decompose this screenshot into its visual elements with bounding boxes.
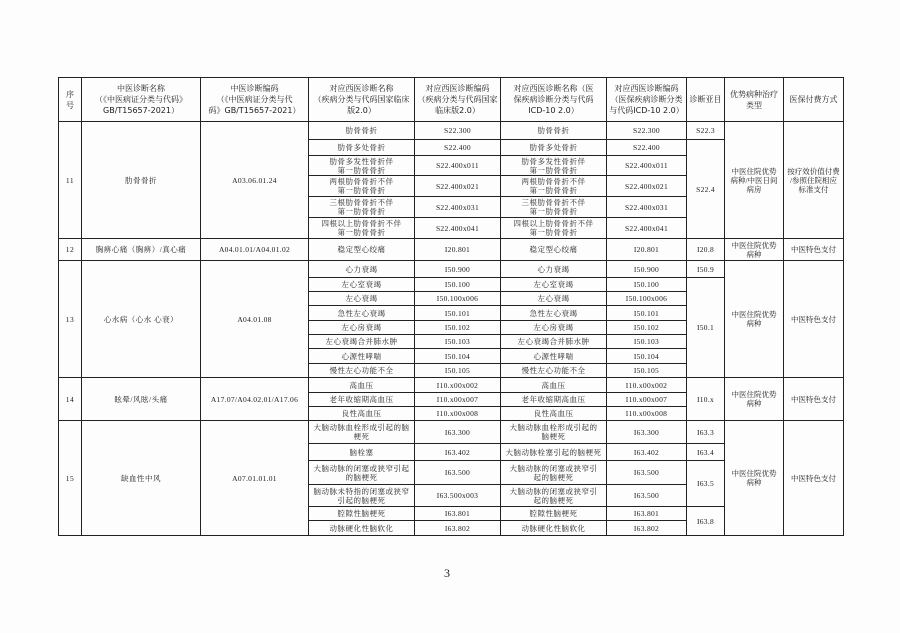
payment-cell: 中医特色支付 (784, 261, 844, 378)
wm-code-nat-cell: I50.101 (415, 306, 501, 321)
wm-code-nat-cell: I10.x00x007 (415, 393, 501, 407)
wm-code-nat-cell: S22.400x031 (415, 197, 501, 218)
header-subcategory: 诊断亚目 (687, 78, 725, 122)
tcm-code-cell: A04.01.01/A04.01.02 (201, 239, 309, 261)
page-number: 3 (444, 566, 450, 580)
wm-name-ins-cell: 左心室衰竭 (501, 278, 607, 292)
wm-name-ins-cell: 左心衰竭 (501, 292, 607, 306)
diagnosis-group (59, 261, 844, 378)
wm-code-nat-cell: I50.102 (415, 321, 501, 335)
wm-code-nat-cell: I63.500x003 (415, 485, 501, 507)
subcategory-cell: I50.9 (687, 261, 725, 278)
wm-name-ins-cell: 左心衰竭合并肺水肿 (501, 335, 607, 349)
wm-code-nat-cell: S22.400x041 (415, 218, 501, 239)
wm-name-nat-cell: 左心衰竭 (309, 292, 415, 306)
wm-name-nat-cell: 肋骨多发性骨折伴 第一肋骨骨折 (309, 156, 415, 176)
wm-code-ins-cell: I63.500 (607, 461, 687, 485)
wm-name-nat-cell: 大脑动脉的闭塞或狭窄引起 的脑梗死 (309, 461, 415, 485)
wm-code-ins-cell: I10.x00x002 (607, 378, 687, 393)
wm-code-ins-cell: S22.400x021 (607, 176, 687, 197)
wm-name-nat-cell: 两根肋骨骨折不伴 第一肋骨骨折 (309, 176, 415, 197)
table-row (59, 421, 844, 444)
wm-code-nat-cell: I63.300 (415, 421, 501, 444)
wm-code-nat-cell: S22.400x021 (415, 176, 501, 197)
wm-code-ins-cell: I50.101 (607, 306, 687, 321)
wm-code-ins-cell: I63.300 (607, 421, 687, 444)
wm-code-ins-cell: I10.x00x008 (607, 407, 687, 421)
tcm-name-cell: 心水病（心水 心衰） (82, 261, 201, 378)
wm-name-ins-cell: 心力衰竭 (501, 261, 607, 278)
wm-code-nat-cell: I50.103 (415, 335, 501, 349)
tcm-code-cell: A07.01.01.01 (201, 421, 309, 536)
wm-code-ins-cell: I63.500 (607, 485, 687, 507)
subcategory-cell: I50.1 (687, 278, 725, 378)
wm-name-nat-cell: 动脉硬化性脑软化 (309, 521, 415, 536)
wm-name-nat-cell: 腔隙性脑梗死 (309, 507, 415, 521)
wm-name-ins-cell: 良性高血压 (501, 407, 607, 421)
wm-code-nat-cell: I63.500 (415, 461, 501, 485)
wm-code-ins-cell: I50.104 (607, 349, 687, 364)
wm-code-ins-cell: I50.900 (607, 261, 687, 278)
wm-code-ins-cell: I50.100 (607, 278, 687, 292)
wm-name-ins-cell: 高血压 (501, 378, 607, 393)
tcm-name-cell: 肋骨骨折 (82, 122, 201, 239)
wm-code-nat-cell: I10.x00x008 (415, 407, 501, 421)
diagnosis-table (58, 77, 844, 536)
diagnosis-group (59, 378, 844, 421)
wm-code-nat-cell: I63.801 (415, 507, 501, 521)
wm-code-ins-cell: S22.400 (607, 140, 687, 156)
wm-name-nat-cell: 心源性哮喘 (309, 349, 415, 364)
treatment-type-cell: 中医住院优势 病种 (725, 378, 784, 421)
wm-code-ins-cell: I50.103 (607, 335, 687, 349)
seq-cell: 12 (59, 239, 82, 261)
wm-name-ins-cell: 左心房衰竭 (501, 321, 607, 335)
treatment-type-cell: 中医住院优势 病种 (725, 421, 784, 536)
wm-name-nat-cell: 心力衰竭 (309, 261, 415, 278)
treatment-type-cell: 中医住院优势 病种/中医日间 病房 (725, 122, 784, 239)
wm-name-ins-cell: 大脑动脉栓塞引起的脑梗死 (501, 444, 607, 461)
wm-name-nat-cell: 老年收缩期高血压 (309, 393, 415, 407)
tcm-code-cell: A03.06.01.24 (201, 122, 309, 239)
wm-code-ins-cell: S22.400x041 (607, 218, 687, 239)
tcm-name-cell: 缺血性中风 (82, 421, 201, 536)
wm-code-ins-cell: S22.400x011 (607, 156, 687, 176)
wm-code-nat-cell: I50.100 (415, 278, 501, 292)
wm-name-nat-cell: 急性左心衰竭 (309, 306, 415, 321)
table-header (59, 78, 844, 122)
wm-code-ins-cell: I10.x00x007 (607, 393, 687, 407)
header-seq: 序 号 (59, 78, 82, 122)
wm-code-nat-cell: I10.x00x002 (415, 378, 501, 393)
wm-name-ins-cell: 大脑动脉血栓形成引起的 脑梗死 (501, 421, 607, 444)
table-row (59, 239, 844, 261)
wm-name-nat-cell: 脑栓塞 (309, 444, 415, 461)
wm-name-nat-cell: 三根肋骨骨折不伴 第一肋骨骨折 (309, 197, 415, 218)
wm-code-ins-cell: I63.402 (607, 444, 687, 461)
wm-code-ins-cell: I50.102 (607, 321, 687, 335)
wm-name-nat-cell: 脑动脉未特指的闭塞或狭窄 引起的脑梗死 (309, 485, 415, 507)
subcategory-cell: I63.8 (687, 507, 725, 536)
header-wm-code-nat: 对应西医诊断编码 （疾病分类与代码国家 临床版2.0） (415, 78, 501, 122)
wm-name-ins-cell: 大脑动脉的闭塞或狭窄引 起的脑梗死 (501, 461, 607, 485)
wm-name-ins-cell: 两根肋骨骨折不伴 第一肋骨骨折 (501, 176, 607, 197)
wm-name-ins-cell: 急性左心衰竭 (501, 306, 607, 321)
wm-code-nat-cell: S22.400 (415, 140, 501, 156)
wm-code-ins-cell: I20.801 (607, 239, 687, 261)
wm-code-nat-cell: I50.104 (415, 349, 501, 364)
diagnosis-group (59, 421, 844, 536)
tcm-name-cell: 眩晕/风眩/头痛 (82, 378, 201, 421)
diagnosis-group (59, 239, 844, 261)
wm-name-nat-cell: 慢性左心功能不全 (309, 364, 415, 378)
wm-name-ins-cell: 肋骨多发性骨折伴 第一肋骨骨折 (501, 156, 607, 176)
header-wm-name-ins: 对应西医诊断名称（医 保疾病诊断分类与代码 ICD-10 2.0） (501, 78, 607, 122)
wm-name-nat-cell: 肋骨多处骨折 (309, 140, 415, 156)
tcm-code-cell: A04.01.08 (201, 261, 309, 378)
wm-code-nat-cell: S22.400x011 (415, 156, 501, 176)
wm-name-nat-cell: 四根以上肋骨骨折不伴 第一肋骨骨折 (309, 218, 415, 239)
diagnosis-group (59, 122, 844, 239)
tcm-name-cell: 胸痹心痛（胸痹）/真心痛 (82, 239, 201, 261)
wm-code-nat-cell: I20.801 (415, 239, 501, 261)
payment-cell: 按疗效价值付费 /参照住院相应 标准支付 (784, 122, 844, 239)
wm-code-nat-cell: I63.402 (415, 444, 501, 461)
wm-code-nat-cell: S22.300 (415, 122, 501, 140)
subcategory-cell: I10.x (687, 378, 725, 421)
seq-cell: 13 (59, 261, 82, 378)
wm-name-ins-cell: 老年收缩期高血压 (501, 393, 607, 407)
subcategory-cell: I20.8 (687, 239, 725, 261)
wm-name-ins-cell: 心源性哮喘 (501, 349, 607, 364)
wm-name-nat-cell: 左心室衰竭 (309, 278, 415, 292)
seq-cell: 15 (59, 421, 82, 536)
header-treatment-type: 优势病种治疗 类型 (725, 78, 784, 122)
wm-code-nat-cell: I50.105 (415, 364, 501, 378)
payment-cell: 中医特色支付 (784, 421, 844, 536)
header-wm-code-ins: 对应西医诊断编码 （医保疾病诊断分类 与代码ICD-10 2.0） (607, 78, 687, 122)
wm-name-nat-cell: 左心衰竭合并肺水肿 (309, 335, 415, 349)
wm-name-ins-cell: 肋骨骨折 (501, 122, 607, 140)
wm-code-ins-cell: I63.802 (607, 521, 687, 536)
wm-code-ins-cell: S22.300 (607, 122, 687, 140)
header-tcm-code: 中医诊断编码 （《中医病证分类与代 码》GB/T15657-2021） (201, 78, 309, 122)
treatment-type-cell: 中医住院优势 病种 (725, 239, 784, 261)
payment-cell: 中医特色支付 (784, 378, 844, 421)
wm-name-ins-cell: 三根肋骨骨折不伴 第一肋骨骨折 (501, 197, 607, 218)
table-row (59, 122, 844, 140)
wm-name-ins-cell: 四根以上肋骨骨折不伴 第一肋骨骨折 (501, 218, 607, 239)
payment-cell: 中医特色支付 (784, 239, 844, 261)
subcategory-cell: S22.3 (687, 122, 725, 140)
header-wm-name-nat: 对应西医诊断名称 （疾病分类与代码国家临床 版2.0） (309, 78, 415, 122)
wm-name-ins-cell: 动脉硬化性脑软化 (501, 521, 607, 536)
seq-cell: 14 (59, 378, 82, 421)
wm-name-nat-cell: 良性高血压 (309, 407, 415, 421)
header-payment: 医保付费方式 (784, 78, 844, 122)
wm-name-nat-cell: 肋骨骨折 (309, 122, 415, 140)
table-row (59, 261, 844, 278)
wm-code-ins-cell: I50.100x006 (607, 292, 687, 306)
subcategory-cell: I63.3 (687, 421, 725, 444)
subcategory-cell: I63.4 (687, 444, 725, 461)
wm-code-ins-cell: I50.105 (607, 364, 687, 378)
wm-code-nat-cell: I63.802 (415, 521, 501, 536)
wm-name-ins-cell: 肋骨多处骨折 (501, 140, 607, 156)
wm-name-nat-cell: 左心房衰竭 (309, 321, 415, 335)
treatment-type-cell: 中医住院优势 病种 (725, 261, 784, 378)
wm-name-nat-cell: 高血压 (309, 378, 415, 393)
seq-cell: 11 (59, 122, 82, 239)
wm-name-ins-cell: 腔隙性脑梗死 (501, 507, 607, 521)
wm-name-ins-cell: 大脑动脉的闭塞或狭窄引 起的脑梗死 (501, 485, 607, 507)
wm-name-ins-cell: 稳定型心绞痛 (501, 239, 607, 261)
header-row (59, 78, 844, 122)
tcm-code-cell: A17.07/A04.02.01/A17.06 (201, 378, 309, 421)
header-tcm-name: 中医诊断名称 （《中医病证分类与代码》 GB/T15657-2021） (82, 78, 201, 122)
subcategory-cell: S22.4 (687, 140, 725, 239)
subcategory-cell: I63.5 (687, 461, 725, 507)
table-row (59, 378, 844, 393)
wm-code-ins-cell: I63.801 (607, 507, 687, 521)
wm-name-nat-cell: 大脑动脉血栓形成引起的脑 梗死 (309, 421, 415, 444)
wm-name-ins-cell: 慢性左心功能不全 (501, 364, 607, 378)
wm-code-ins-cell: S22.400x031 (607, 197, 687, 218)
wm-code-nat-cell: I50.100x006 (415, 292, 501, 306)
wm-name-nat-cell: 稳定型心绞痛 (309, 239, 415, 261)
wm-code-nat-cell: I50.900 (415, 261, 501, 278)
